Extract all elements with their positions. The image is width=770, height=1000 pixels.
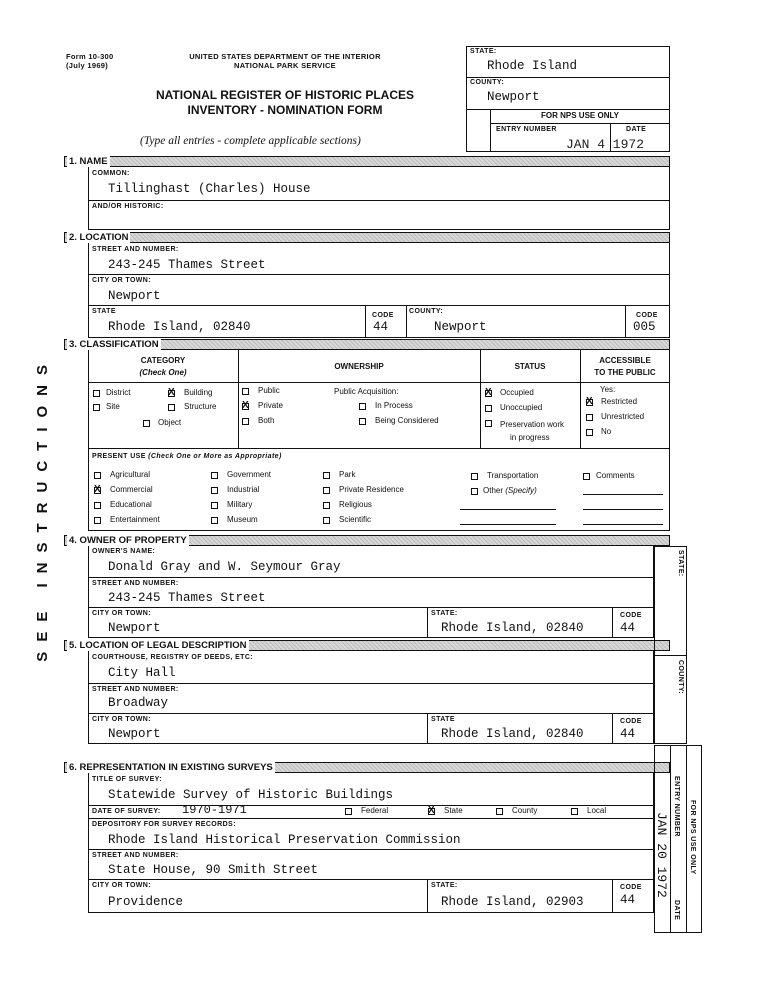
courthouse-value: City Hall [108,666,176,680]
county-code-label: CODE [636,312,658,319]
owner-street: 243-245 Thames Street [108,591,266,605]
section-3-bar [64,339,670,350]
see-instructions-side: SEE INSTRUCTIONS [34,355,51,662]
location-street: 243-245 Thames Street [108,258,266,272]
section-6-bar [64,762,670,773]
public-checkbox[interactable] [242,388,249,395]
unoccupied-label: Unoccupied [500,403,543,412]
survey-code-label: CODE [620,884,642,891]
scientific-checkbox[interactable] [323,517,330,524]
object-checkbox[interactable] [143,420,150,427]
owner-label: OWNER'S NAME: [92,548,156,555]
preservation-checkbox[interactable] [485,420,492,427]
section-2-title: 2. LOCATION [69,232,129,243]
margin-nps-label: FOR NPS USE ONLY [689,800,696,875]
district-checkbox[interactable] [93,390,100,397]
common-label: COMMON: [92,170,130,177]
no-label: No [601,427,612,436]
religious-label: Religious [339,500,372,509]
park-checkbox[interactable] [323,472,330,479]
legal-street-label: STREET AND NUMBER: [92,686,179,693]
survey-title: Statewide Survey of Historic Buildings [108,788,394,802]
commercial-label: Commercial [110,485,153,494]
no-checkbox[interactable] [586,429,593,436]
county-survey-checkbox[interactable] [496,808,503,815]
survey-state: Rhode Island, 02903 [441,895,584,909]
header-state-value: Rhode Island [487,59,578,73]
section-1-bar [64,156,670,167]
legal-city-label: CITY OR TOWN: [92,716,151,723]
structure-checkbox[interactable] [168,404,175,411]
transportation-checkbox[interactable] [471,473,478,480]
legal-city: Newport [108,727,161,741]
form-instructions: (Type all entries - complete applicable sections) [140,135,361,147]
survey-title-label: TITLE OF SURVEY: [92,776,162,783]
religious-checkbox[interactable] [323,502,330,509]
survey-date: 1970-1971 [182,803,247,817]
survey-city: Providence [108,895,184,909]
survey-street: State House, 90 Smith Street [108,863,319,877]
category-header: CATEGORY (Check One) [139,356,187,377]
private-checkbox[interactable] [242,403,249,410]
section-1-box [88,167,670,230]
scientific-label: Scientific [339,515,372,524]
margin-state-label: STATE: [677,550,684,577]
courthouse-label: COURTHOUSE, REGISTRY OF DEEDS, ETC: [92,654,254,661]
preservation-label: Preservation work in progress [500,420,565,442]
margin-county-label: COUNTY: [677,660,684,695]
private-residence-label: Private Residence [339,485,404,494]
form-title: NATIONAL REGISTER OF HISTORIC PLACES INVENTORY - NOMINATION FORM [155,88,415,117]
agricultural-checkbox[interactable] [94,472,101,479]
being-considered-checkbox[interactable] [359,418,366,425]
historic-label: AND/OR HISTORIC: [92,203,164,210]
building-label: Building [184,388,213,397]
unrestricted-checkbox[interactable] [586,414,593,421]
transportation-label: Transportation [487,471,539,480]
survey-state-label: STATE: [431,882,458,889]
government-label: Government [227,470,272,479]
object-label: Object [158,418,182,427]
ownership-header: OWNERSHIP [334,362,384,371]
owner-name: Donald Gray and W. Seymour Gray [108,560,341,574]
federal-checkbox[interactable] [345,808,352,815]
legal-state-label: STATE [431,716,455,723]
military-label: Military [227,500,253,509]
occupied-label: Occupied [500,388,534,397]
building-checkbox[interactable] [168,390,175,397]
comments-checkbox[interactable] [583,473,590,480]
occupied-checkbox[interactable] [485,390,492,397]
unrestricted-label: Unrestricted [601,412,645,421]
both-label: Both [258,416,275,425]
educational-checkbox[interactable] [94,502,101,509]
depository-label: DEPOSITORY FOR SURVEY RECORDS: [92,821,236,828]
local-label: Local [587,806,607,815]
owner-city: Newport [108,621,161,635]
agricultural-label: Agricultural [110,470,151,479]
state-code-label: CODE [372,312,394,319]
site-checkbox[interactable] [93,404,100,411]
state-survey-label: State [444,806,463,815]
county-code: 005 [633,320,656,334]
present-use-label: PRESENT USE (Check One or More as Appropriate) [92,453,282,460]
park-label: Park [339,470,356,479]
district-label: District [106,388,131,397]
acquisition-label: Public Acquisition: [334,387,399,396]
other-label: Other (Specify) [483,486,537,495]
street-label: STREET AND NUMBER: [92,246,179,253]
margin-date-label: DATE [673,900,680,921]
survey-city-label: CITY OR TOWN: [92,882,151,889]
state-label: STATE [92,308,116,315]
location-city: Newport [108,289,161,303]
legal-state: Rhode Island, 02840 [441,727,584,741]
both-checkbox[interactable] [242,418,249,425]
depository-value: Rhode Island Historical Preservation Commission [108,833,461,847]
structure-label: Structure [184,402,217,411]
legal-street: Broadway [108,696,169,710]
federal-label: Federal [361,806,389,815]
owner-state: Rhode Island, 02840 [441,621,584,635]
section-2-bar [64,232,670,243]
private-label: Private [258,401,283,410]
nps-use-only: FOR NPS USE ONLY [541,111,619,120]
restricted-checkbox[interactable] [586,399,593,406]
survey-code: 44 [620,893,636,907]
county-survey-label: County [512,806,538,815]
in-process-checkbox[interactable] [359,403,366,410]
industrial-checkbox[interactable] [211,487,218,494]
date-stamp: JAN 4 1972 [566,137,645,152]
state-code: 44 [373,320,389,334]
survey-street-label: STREET AND NUMBER: [92,852,179,859]
private-residence-checkbox[interactable] [323,487,330,494]
accessible-header: ACCESSIBLE TO THE PUBLIC [594,356,656,377]
other-checkbox[interactable] [471,488,478,495]
section-1-title: 1. NAME [69,156,108,167]
yes-label: Yes: [600,385,616,394]
header-state-label: STATE: [470,48,497,55]
site-label: Site [106,402,120,411]
public-label: Public [258,386,280,395]
being-considered-label: Being Considered [375,416,439,425]
city-label: CITY OR TOWN: [92,277,151,284]
commercial-checkbox[interactable] [94,487,101,494]
museum-label: Museum [227,515,258,524]
owner-state-label: STATE: [431,610,458,617]
survey-date-label: DATE OF SURVEY: [92,808,161,815]
in-process-label: In Process [375,401,413,410]
header-county-value: Newport [487,90,540,104]
legal-code-label: CODE [620,718,642,725]
museum-checkbox[interactable] [211,517,218,524]
educational-label: Educational [110,500,152,509]
state-survey-checkbox[interactable] [428,808,435,815]
military-checkbox[interactable] [211,502,218,509]
section-3-title: 3. CLASSIFICATION [69,339,159,350]
restricted-label: Restricted [601,397,638,406]
location-state: Rhode Island, 02840 [108,320,251,334]
local-checkbox[interactable] [571,808,578,815]
location-county: Newport [434,320,487,334]
margin-entry-label: ENTRY NUMBER [673,776,680,837]
section-4-bar [64,535,670,546]
owner-code-label: CODE [620,612,642,619]
section-5-bar [64,640,670,651]
margin-date-stamp: JAN 20 1972 [654,812,669,898]
entertainment-label: Entertainment [110,515,160,524]
entry-number-label: ENTRY NUMBER [496,126,557,133]
common-name: Tillinghast (Charles) House [108,182,311,196]
section-4-title: 4. OWNER OF PROPERTY [69,535,187,546]
industrial-label: Industrial [227,485,260,494]
header-county-label: COUNTY: [470,79,505,86]
form-number: Form 10-300 (July 1969) [66,52,114,70]
government-checkbox[interactable] [211,472,218,479]
owner-street-label: STREET AND NUMBER: [92,580,179,587]
date-label: DATE [626,126,647,133]
section-6-title: 6. REPRESENTATION IN EXISTING SURVEYS [69,762,273,773]
unoccupied-checkbox[interactable] [485,405,492,412]
status-header: STATUS [514,362,546,371]
agency: UNITED STATES DEPARTMENT OF THE INTERIOR NATIONAL PARK SERVICE [189,52,381,70]
section-5-title: 5. LOCATION OF LEGAL DESCRIPTION [69,640,247,651]
owner-city-label: CITY OR TOWN: [92,610,151,617]
legal-code: 44 [620,727,636,741]
comments-label: Comments [596,471,635,480]
entertainment-checkbox[interactable] [94,517,101,524]
owner-code: 44 [620,621,636,635]
county-label: COUNTY: [409,308,444,315]
